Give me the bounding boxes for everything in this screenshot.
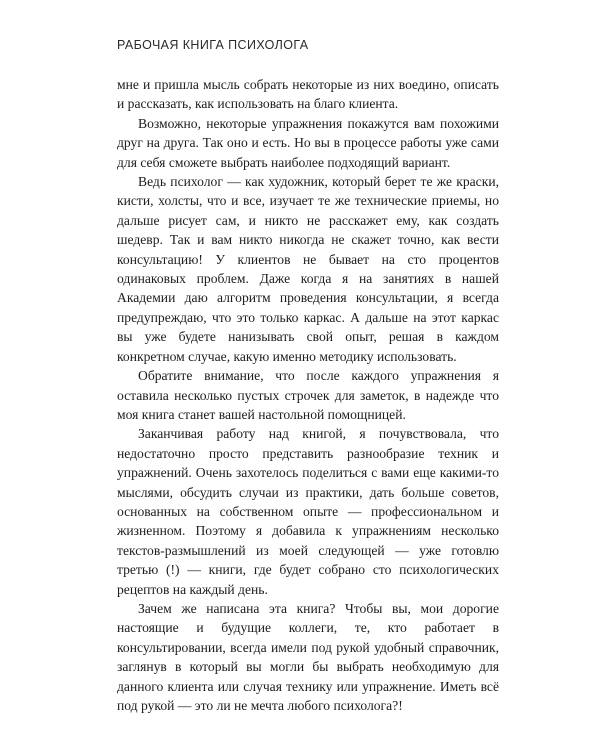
paragraph: Зачем же написана эта книга? Чтобы вы, мои дорогие настоящие и будущие коллеги, те, кто работает в консультировании, всегда имели под рукой удобный справочник, заглянув в который вы могли бы выбрать необходимую для данного клиента или случая технику или упражнение. Иметь всё под рукой — это ли не мечта любого психолога?! — [117, 600, 499, 713]
body-text — [117, 75, 499, 715]
running-header: РАБОЧАЯ КНИГА ПСИХОЛОГА — [117, 38, 309, 52]
paragraph: Ведь психолог — как художник, который берет те же краски, кисти, холсты, что и все, изучает те же технические приемы, но дальше рисует сам, и никто не расскажет ему, как создать шедевр. Так и вам никто никогда не скажет точно, как вести консультацию! У клиентов не бывает на сто процентов одинаковых проблем. Даже когда я на занятиях в нашей Академии даю алгоритм проведения консультации, я всегда предупреждаю, что это только каркас. А дальше на этот каркас вы уже будете нанизывать свой опыт, решая в каждом конкретном случае, какую именно методику использовать. — [117, 174, 499, 364]
paragraph: Обратите внимание, что после каждого упражнения я оставила несколько пустых строчек для заметок, в надежде что моя книга станет вашей настольной помощницей. — [117, 368, 499, 422]
paragraph-continuation: мне и пришла мысль собрать некоторые из них воедино, описать и рассказать, как использовать на благо клиента. — [117, 77, 499, 112]
paragraph: Возможно, некоторые упражнения покажутся вам похожими друг на друга. Так оно и есть. Но вы в процессе работы уже сами для себя сможете выбрать наиболее подходящий вариант. — [117, 115, 499, 170]
paragraph: Заканчивая работу над книгой, я почувствовала, что недостаточно просто представить разнообразие техник и упражнений. Очень захотелось поделиться с вами еще какими-то мыслями, обсудить случаи из практики, дать больше советов, основанных на собственном опыте — профессиональном и жизненном. Поэтому я добавила к упражнениям несколько текстов-размышлений из моей следующей — уже готовлю третью (!) — книги, где будет собрано сто психологических рецептов на каждый день. — [117, 426, 499, 597]
